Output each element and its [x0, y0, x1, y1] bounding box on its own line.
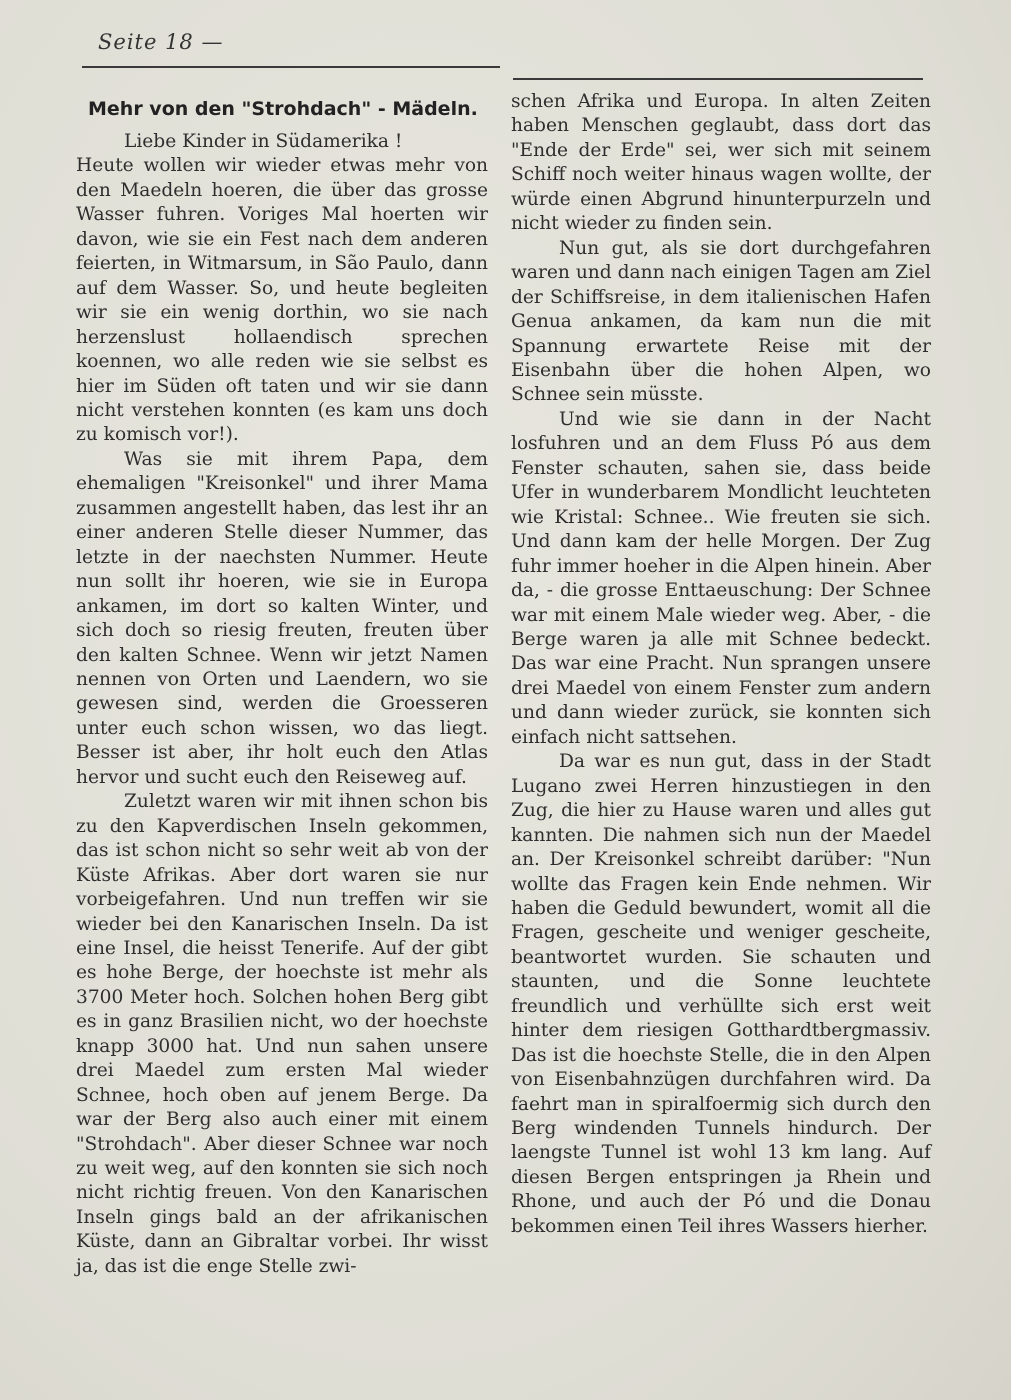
header-rule-right — [513, 78, 923, 80]
paragraph: schen Afrika und Europa. In alten Zeiten haben Menschen geglaubt, dass dort das "Ende der Erde" sei, wer sich mit seinem Schiff noch weiter hinaus wagen wollte, der würde einen Abgrund hinunterpurzeln und nicht wieder zu finden sein. — [511, 91, 931, 235]
article-title: Mehr von den "Strohdach" - Mädeln. — [88, 98, 478, 120]
paragraph: Was sie mit ihrem Papa, dem ehemaligen "Kreisonkel" und ihrer Mama zusammen angestellt haben, das lest ihr an einer anderen Stelle dieser Nummer, das letzte in der naechsten Nummer. Heute nun sollt ihr hoeren, wie sie in Europa ankamen, im dort so kalten Winter, und sich doch so riesig freuten, freuten über den kalten Schnee. Wenn wir jetzt Namen nennen von Orten und Laendern, wo sie gewesen sind, werden die Groesseren unter euch schon wissen, wo das liegt. Besser ist aber, ihr holt euch den Atlas hervor und sucht euch den Reiseweg auf. — [76, 448, 488, 788]
paragraph: Nun gut, als sie dort durchgefahren waren und dann nach einigen Tagen am Ziel der Schiffsreise, in dem italienischen Hafen Genua ankamen, da kam nun die mit Spannung erwartete Reise mit der Eisenbahn über die hohen Alpen, wo Schnee sein müsste. — [511, 237, 931, 406]
paragraph: Und wie sie dann in der Nacht losfuhren und an dem Fluss Pó aus dem Fenster schauten, sahen sie, dass beide Ufer in wunderbarem Mondlicht leuchteten wie Kristal: Schnee.. Wie freuten sie sich. Und dann kam der helle Morgen. Der Zug fuhr immer hoeher in die Alpen hinein. Aber da, - die grosse Enttaeuschung: Der Schnee war mit einem Male wieder weg. Aber, - die Berge waren ja alle mit Schnee bedeckt. Das war eine Pracht. Nun sprangen unsere drei Maedel von einem Fenster zum andern und dann wieder zurück, sie konnten sich einfach nicht sattsehen. — [511, 408, 931, 748]
page-number: Seite 18 — — [98, 30, 224, 54]
paragraph: Heute wollen wir wieder etwas mehr von den Maedeln hoeren, die über das grosse Wasser fuhren. Voriges Mal hoerten wir davon, wie sie ein Fest nach dem anderen feierten, in Witmarsum, in São Paulo, dann auf dem Wasser. So, und heute begleiten wir sie ein wenig dorthin, wo sie nach herzenslust hollaendisch sprechen koennen, wo alle reden wie sie selbst es hier im Süden oft taten und wir sie dann nicht verstehen konnten (es kam uns doch zu komisch vor!). — [76, 155, 488, 446]
article-column-right — [511, 90, 931, 1239]
paragraph: Da war es nun gut, dass in der Stadt Lugano zwei Herren hinzustiegen in den Zug, die hier zu Hause waren und alles gut kannten. Die nahmen sich nun der Maedel an. Der Kreisonkel schreibt darüber: "Nun wollte das Fragen kein Ende nehmen. Wir haben die Geduld bewundert, womit all die Fragen, gescheite und weniger gescheite, beantwortet wurden. Sie schauten und staunten, und die Sonne leuchtete freundlich und verhüllte sich erst weit hinter dem riesigen Gotthardtbergmassiv. Das ist die hoechste Stelle, die in den Alpen von Eisenbahnzügen durchfahren wird. Da faehrt man in spiralfoermig sich durch den Berg windenden Tunnels hindurch. Der laengste Tunnel ist wohl 13 km lang. Auf diesen Bergen entspringen ja Rhein und Rhone, und auch der Pó und die Donau bekommen einen Teil ihres Wassers hierher. — [511, 751, 931, 1237]
paragraph: Zuletzt waren wir mit ihnen schon bis zu den Kapverdischen Inseln gekommen, das ist schon nicht so sehr weit ab von der Küste Afrikas. Aber dort waren sie nur vorbeigefahren. Und nun treffen wir sie wieder bei den Kanarischen Inseln. Da ist eine Insel, die heisst Tenerife. Auf der gibt es hohe Berge, der hoechste ist mehr als 3700 Meter hoch. Solchen hohen Berg gibt es in ganz Brasilien nicht, wo der hoechste knapp 3000 hat. Und nun sahen unsere drei Maedel zum ersten Mal wieder Schnee, hoch oben auf jenem Berge. Da war der Berg also auch einer mit einem "Strohdach". Aber dieser Schnee war noch zu weit weg, auf den konnten sie sich noch nicht richtig freuen. Von den Kanarischen Inseln gings bald an der afrikanischen Küste, dann an Gibraltar vorbei. Ihr wisst ja, das ist die enge Stelle zwi- — [76, 791, 488, 1277]
header-rule-left — [82, 66, 500, 68]
paragraph-salutation: Liebe Kinder in Südamerika ! — [124, 131, 403, 152]
article-column-left — [76, 130, 488, 1279]
